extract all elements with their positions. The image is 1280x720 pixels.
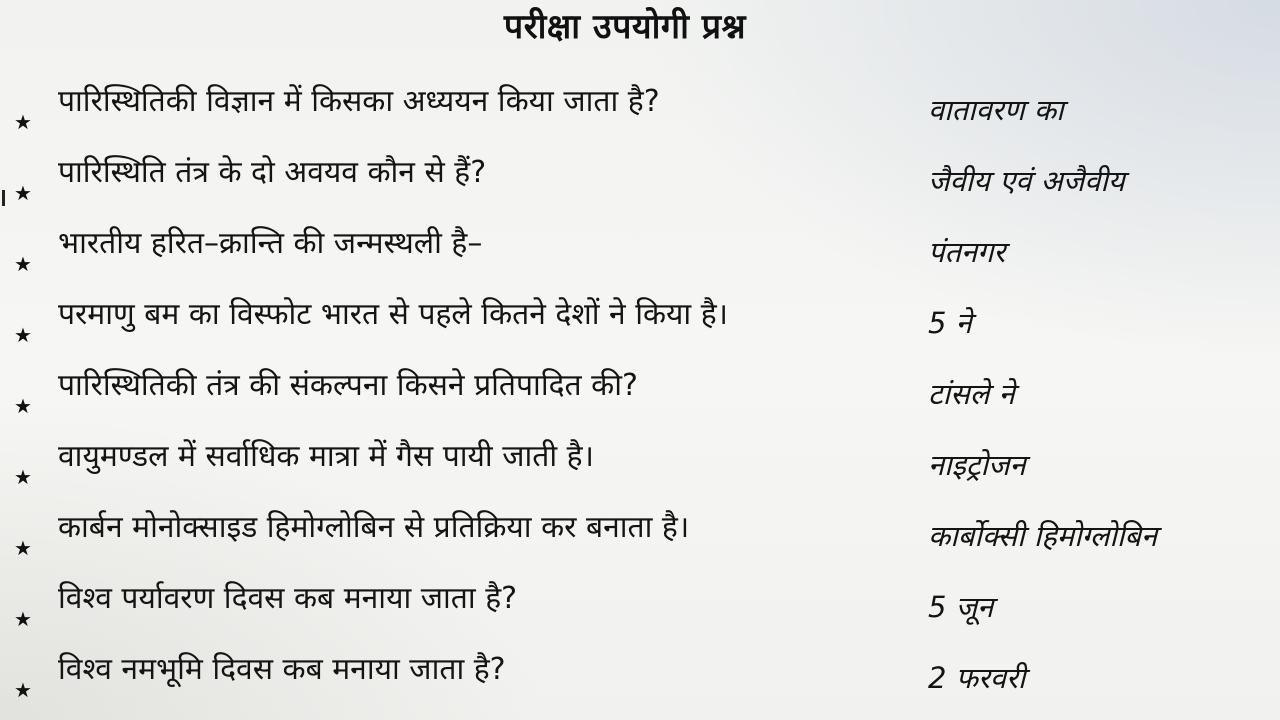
question-row-7 — [0, 504, 1280, 568]
question-text: पारिस्थितिकी विज्ञान में किसका अध्ययन किया जाता है? — [58, 84, 660, 119]
answer-text: 2 फरवरी — [928, 661, 1026, 695]
star-bullet-icon: ★ — [14, 536, 32, 560]
answer-text: पंतनगर — [928, 235, 1006, 269]
star-bullet-icon: ★ — [14, 394, 32, 418]
star-bullet-icon: ★ — [14, 252, 32, 276]
star-bullet-icon: ★ — [14, 465, 32, 489]
question-text: भारतीय हरित–क्रान्ति की जन्मस्थली है– — [58, 226, 483, 261]
star-bullet-icon: ★ — [14, 181, 32, 205]
answer-text: नाइट्रोजन — [928, 448, 1026, 482]
question-row-2 — [0, 149, 1280, 213]
answer-text: वातावरण का — [928, 93, 1064, 127]
question-row-8 — [0, 575, 1280, 639]
question-text: विश्व पर्यावरण दिवस कब मनाया जाता है? — [58, 581, 518, 616]
question-row-4 — [0, 291, 1280, 355]
question-text: परमाणु बम का विस्फोट भारत से पहले कितने देशों ने किया है। — [58, 297, 729, 332]
question-text: कार्बन मोनोक्साइड हिमोग्लोबिन से प्रतिक्रिया कर बनाता है। — [58, 510, 690, 545]
page-title: परीक्षा उपयोगी प्रश्न — [503, 7, 747, 47]
answer-text: कार्बोक्सी हिमोग्लोबिन — [928, 519, 1158, 553]
star-bullet-icon: ★ — [14, 323, 32, 347]
answer-text: टांसले ने — [928, 377, 1015, 411]
answer-text: 5 ने — [928, 306, 972, 340]
star-bullet-icon: ★ — [14, 678, 32, 702]
question-row-6 — [0, 433, 1280, 497]
question-text: पारिस्थितिकी तंत्र की संकल्पना किसने प्रतिपादित की? — [58, 368, 638, 403]
star-bullet-icon: ★ — [14, 110, 32, 134]
question-row-9 — [0, 646, 1280, 710]
answer-text: 5 जून — [928, 590, 994, 624]
answer-text: जैवीय एवं अजैवीय — [928, 164, 1125, 198]
question-row-1 — [0, 78, 1280, 142]
question-text: विश्व नमभूमि दिवस कब मनाया जाता है? — [58, 652, 506, 687]
question-text: वायुमण्डल में सर्वाधिक मात्रा में गैस पायी जाती है। — [58, 439, 594, 474]
star-bullet-icon: ★ — [14, 607, 32, 631]
question-row-5 — [0, 362, 1280, 426]
question-row-3 — [0, 220, 1280, 284]
question-text: पारिस्थिति तंत्र के दो अवयव कौन से हैं? — [58, 155, 487, 190]
